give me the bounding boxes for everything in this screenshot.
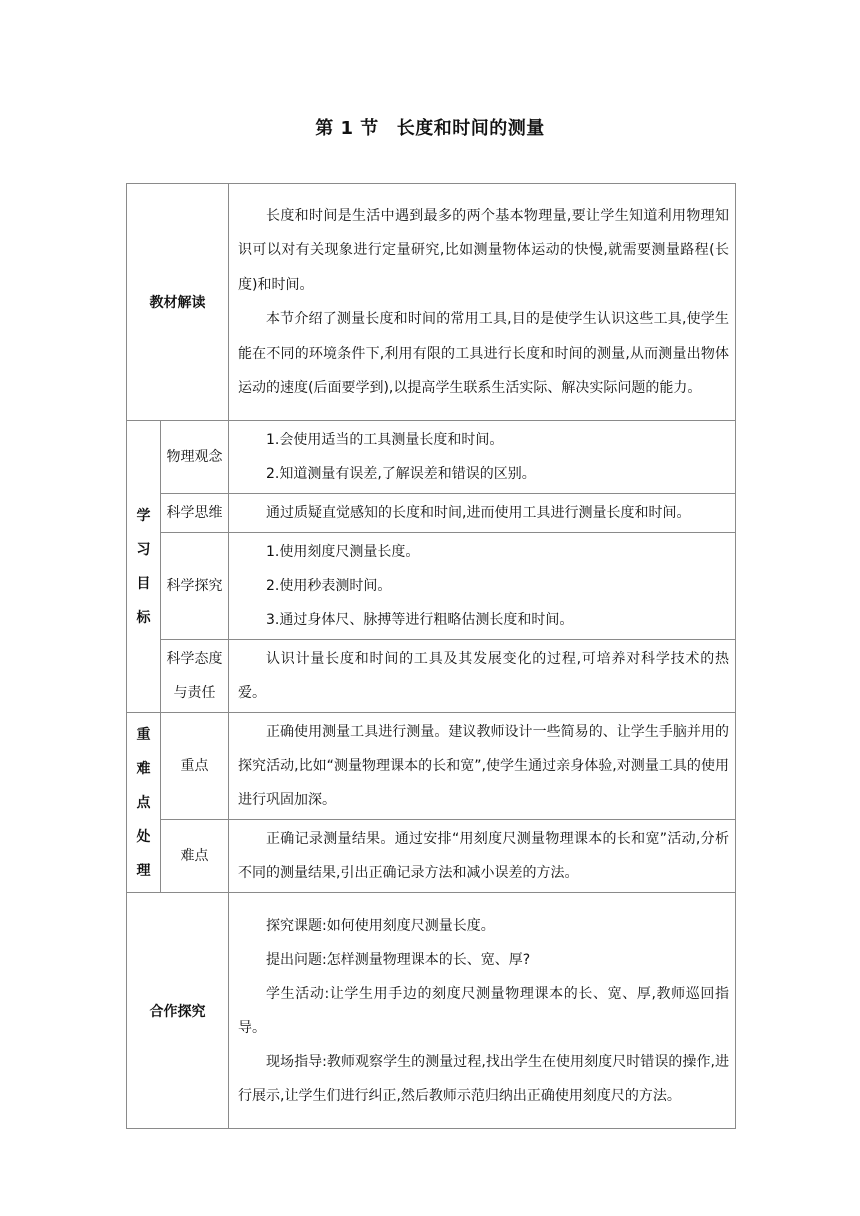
difficulty-row (127, 820, 736, 893)
goal-name: 科学态度 与责任 (161, 640, 229, 713)
cooperation-row (127, 893, 736, 1129)
goals-row-inquiry (127, 533, 736, 640)
lesson-plan-table (126, 183, 736, 1129)
key-content: 正确使用测量工具进行测量。建议教师设计一些简易的、让学生手脑并用的探究活动,比如“测量物理课本的长和宽”,使学生通过亲身体验,对测量工具的使用进行巩固加深。 (229, 713, 736, 820)
section-number: 第 1 节 (315, 118, 379, 139)
page-title (0, 114, 860, 140)
goal-name: 物理观念 (161, 421, 229, 494)
key-name: 重点 (161, 713, 229, 820)
goal-content: 1.使用刻度尺测量长度。 2.使用秒表测时间。 3.通过身体尺、脉搏等进行粗略估测长度和时间。 (229, 533, 736, 640)
intro-content (229, 184, 736, 421)
goal-content: 认识计量长度和时间的工具及其发展变化的过程,可培养对科学技术的热爱。 (229, 640, 736, 713)
intro-paragraph: 本节介绍了测量长度和时间的常用工具,目的是使学生认识这些工具,使学生能在不同的环境条件下,利用有限的工具进行长度和时间的测量,从而测量出物体运动的速度(后面要学到),以提高学生联系生活实际、解决实际问题的能力。 (238, 311, 729, 396)
intro-paragraph: 长度和时间是生活中遇到最多的两个基本物理量,要让学生知道利用物理知识可以对有关现象进行定量研究,比如测量物体运动的快慢,就需要测量路程(长度)和时间。 (238, 207, 729, 293)
goal-content: 1.会使用适当的工具测量长度和时间。 2.知道测量有误差,了解误差和错误的区别。 (229, 421, 736, 494)
goal-content: 通过质疑直觉感知的长度和时间,进而使用工具进行测量长度和时间。 (229, 494, 736, 533)
cooperation-label: 合作探究 (127, 893, 229, 1129)
key-points-label: 重 难 点 处 理 (127, 713, 161, 893)
intro-label: 教材解读 (127, 184, 229, 421)
section-title: 长度和时间的测量 (396, 118, 545, 139)
goals-row-physics (127, 421, 736, 494)
key-row (127, 713, 736, 820)
difficulty-content: 正确记录测量结果。通过安排“用刻度尺测量物理课本的长和宽”活动,分析不同的测量结果,引出正确记录方法和减小误差的方法。 (229, 820, 736, 893)
goals-row-thinking (127, 494, 736, 533)
goal-name: 科学思维 (161, 494, 229, 533)
cooperation-content: 探究课题:如何使用刻度尺测量长度。 提出问题:怎样测量物理课本的长、宽、厚? 学生活动:让学生用手边的刻度尺测量物理课本的长、宽、厚,教师巡回指导。 现场指导:教师观察学生的测量过程,找出学生在使用刻度尺时错误的操作,进行展示,让学生们进行纠正,然后教师示范归纳出正确使用刻度尺的方法。 (229, 893, 736, 1129)
goals-row-attitude (127, 640, 736, 713)
goal-name: 科学探究 (161, 533, 229, 640)
goals-label: 学 习 目 标 (127, 421, 161, 713)
difficulty-name: 难点 (161, 820, 229, 893)
intro-row (127, 184, 736, 421)
